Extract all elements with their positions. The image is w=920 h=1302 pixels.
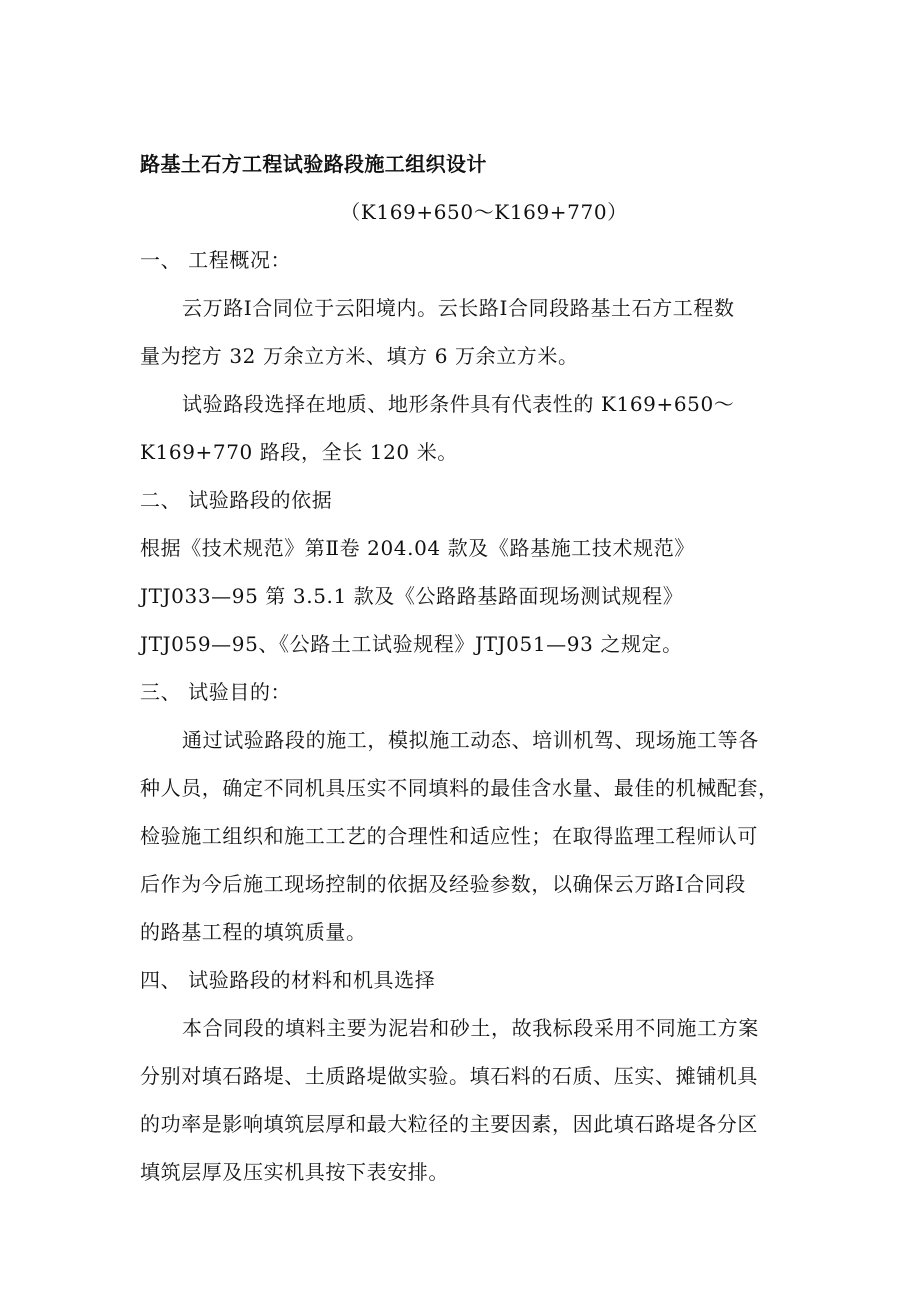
subtitle-text: （K169+650～K169+770） [340,200,628,224]
section-heading-materials: 四、 试验路段的材料和机具选择 [140,968,436,992]
paragraph-line: 的路基工程的填筑质量。 [140,920,367,944]
paragraph-line: 本合同段的填料主要为泥岩和砂土，故我标段采用不同施工方案 [182,1016,759,1040]
paragraph-line: 分别对填石路堤、土质路堤做实验。填石料的石质、压实、摊铺机具 [140,1064,758,1088]
paragraph-line: K169+770 路段，全长 120 米。 [140,440,458,464]
paragraph-line: 填筑层厚及压实机具按下表安排。 [140,1160,449,1184]
paragraph-line: 的功率是影响填筑层厚和最大粒径的主要因素，因此填石路堤各分区 [140,1112,758,1136]
section-heading-purpose: 三、 试验目的： [140,680,292,704]
paragraph-line: JTJ059—95、《公路土工试验规程》JTJ051—93 之规定。 [140,632,683,656]
paragraph-line: 根据《技术规范》第Ⅱ卷 204.04 款及《路基施工技术规范》 [140,536,695,560]
paragraph-line: 检验施工组织和施工工艺的合理性和适应性；在取得监理工程师认可 [140,824,758,848]
paragraph-line: 种人员，确定不同机具压实不同填料的最佳含水量、最佳的机械配套， [140,776,779,800]
paragraph-line: JTJ033—95 第 3.5.1 款及《公路路基路面现场测试规程》 [140,584,684,608]
paragraph-line: 试验路段选择在地质、地形条件具有代表性的 K169+650～ [182,392,735,416]
paragraph-line: 通过试验路段的施工，模拟施工动态、培训机驾、现场施工等各 [182,728,759,752]
section-heading-overview: 一、 工程概况： [140,248,292,272]
document-title: 路基土石方工程试验路段施工组织设计 [140,152,487,176]
paragraph-line: 量为挖方 32 万余立方米、填方 6 万余立方米。 [140,344,579,368]
paragraph-line: 云万路Ⅰ合同位于云阳境内。云长路Ⅰ合同段路基土石方工程数 [182,296,735,320]
paragraph-line: 后作为今后施工现场控制的依据及经验参数，以确保云万路Ⅰ合同段 [140,872,746,896]
document-subtitle [0,198,920,226]
section-heading-basis: 二、 试验路段的依据 [140,488,333,512]
